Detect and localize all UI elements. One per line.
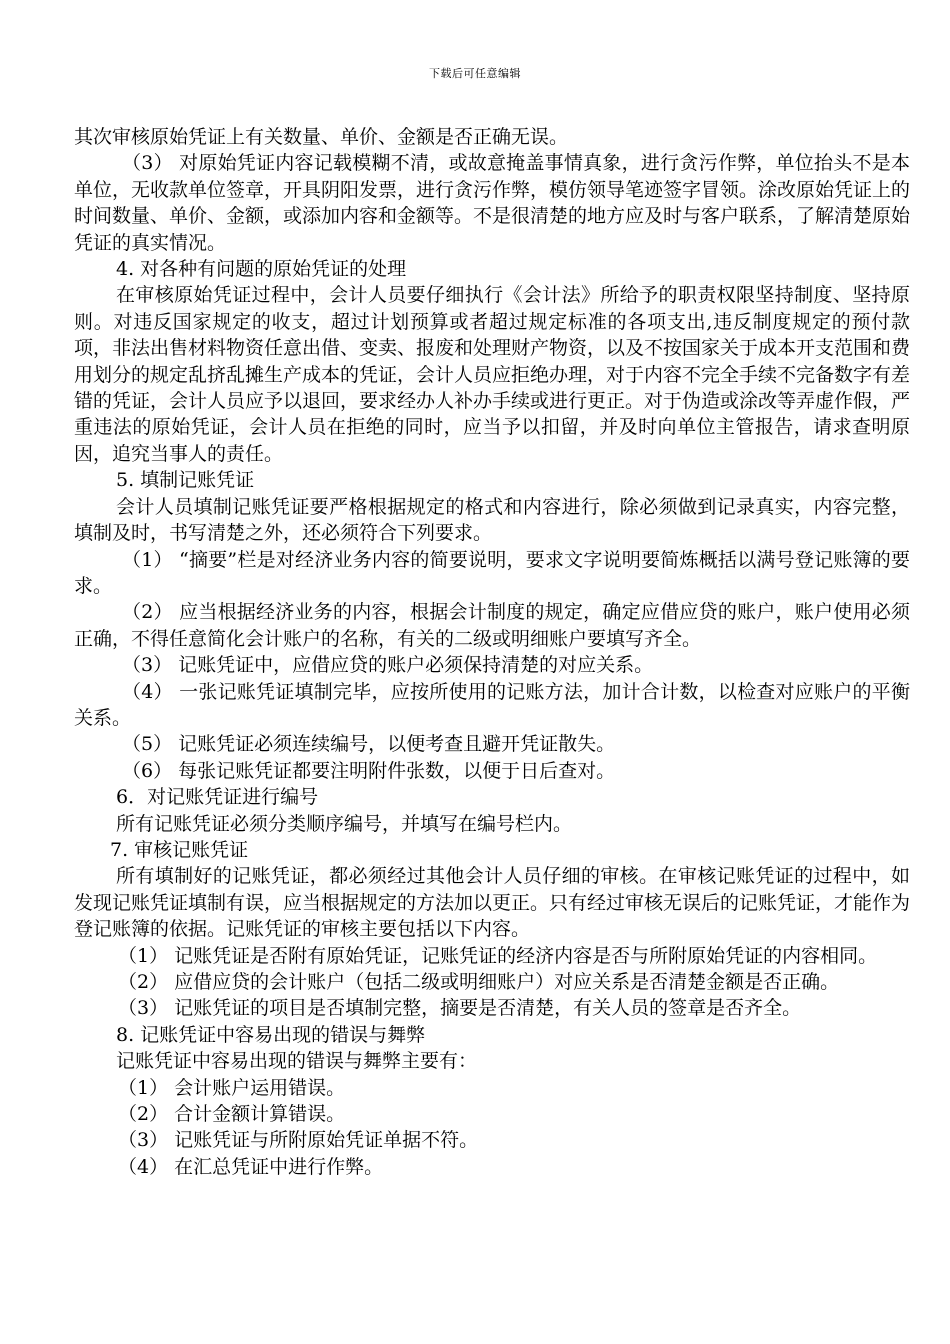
paragraph: 所有填制好的记账凭证，都必须经过其他会计人员仔细的审核。在审核记账凭证的过程中，如发现记账凭证填制有误，应当根据规定的方法加以更正。只有经过审核无误后的记账凭证，才能作为登记账簿的依据。记账凭证的审核主要包括以下内容。 [74, 865, 911, 941]
document-body [74, 124, 910, 1180]
paragraph: 所有记账凭证必须分类顺序编号，并填写在编号栏内。 [116, 812, 573, 835]
list-item: （3） 对原始凭证内容记载模糊不清，或故意掩盖事情真象，进行贪污作弊，单位抬头不是本单位，无收款单位签章，开具阴阳发票，进行贪污作弊，模仿领导笔迹签字冒领。涂改原始凭证上的时间数量、单价、金额，或添加内容和金额等。不是很清楚的地方应及时与客户联系，了解清楚原始凭证的真实情况。 [74, 152, 911, 254]
list-item: （3） 记账凭证中，应借应贷的账户必须保持清楚的对应关系。 [122, 654, 654, 677]
list-item: （6） 每张记账凭证都要注明附件张数，以便于日后查对。 [122, 759, 616, 782]
list-item: （1） “摘要”栏是对经济业务内容的简要说明，要求文字说明要简炼概括以满号登记账簿的要求。 [74, 548, 910, 597]
section-heading: 5. 填制记账凭证 [116, 469, 255, 492]
section-heading: 8. 记账凭证中容易出现的错误与舞弊 [116, 1023, 426, 1046]
list-item: （5） 记账凭证必须连续编号，以便考查且避开凭证散失。 [122, 733, 616, 756]
paragraph: 会计人员填制记账凭证要严格根据规定的格式和内容进行，除必须做到记录真实，内容完整，填制及时，书写清楚之外，还必须符合下列要求。 [74, 495, 910, 545]
section-heading: 6．对记账凭证进行编号 [116, 786, 319, 809]
list-item: （1） 记账凭证是否附有原始凭证，记账凭证的经济内容是否与所附原始凭证的内容相同。 [118, 944, 878, 967]
list-item: （3） 记账凭证的项目是否填制完整，摘要是否清楚，有关人员的签章是否齐全。 [118, 997, 802, 1020]
list-item: （2） 合计金额计算错误。 [118, 1103, 346, 1126]
list-item: （3） 记账凭证与所附原始凭证单据不符。 [118, 1129, 479, 1152]
page-header-note: 下载后可任意编辑 [429, 67, 521, 80]
list-item: （2） 应当根据经济业务的内容，根据会计制度的规定，确定应借应贷的账户，账户使用必须正确，不得任意简化会计账户的名称，有关的二级或明细账户要填写齐全。 [74, 601, 910, 650]
list-item: （1） 会计账户运用错误。 [118, 1076, 346, 1099]
list-item: （2） 应借应贷的会计账户（包括二级或明细账户）对应关系是否清楚金额是否正确。 [118, 971, 840, 993]
list-item: （4） 一张记账凭证填制完毕，应按所使用的记账方法，加计合计数，以检查对应账户的平衡关系。 [74, 680, 910, 729]
paragraph: 其次审核原始凭证上有关数量、单价、金额是否正确无误。 [74, 126, 569, 148]
paragraph: 记账凭证中容易出现的错误与舞弊主要有： [116, 1050, 478, 1073]
list-item: （4） 在汇总凭证中进行作弊。 [118, 1155, 384, 1178]
section-heading: 7. 审核记账凭证 [110, 838, 249, 861]
section-heading: 4. 对各种有问题的原始凭证的处理 [116, 258, 407, 281]
paragraph: 在审核原始凭证过程中，会计人员要仔细执行《会计法》所给予的职责权限坚持制度、坚持原则。对违反国家规定的收支，超过计划预算或者超过规定标准的各项支出,违反制度规定的预付款项，非法出售材料物资任意出借、变卖、报废和处理财产物资，以及不按国家关于成本开支范围和费用划分的规定乱挤乱摊生产成本的凭证，会计人员应拒绝办理，对于内容不完全手续不完备数字有差错的凭证，会计人员应予以退回，要求经办人补办手续或进行更正。对于伪造或涂改等弄虚作假，严重违法的原始凭证，会计人员在拒绝的同时，应当予以扣留，并及时向单位主管报告，请求查明原因，追究当事人的责任。 [74, 284, 911, 465]
